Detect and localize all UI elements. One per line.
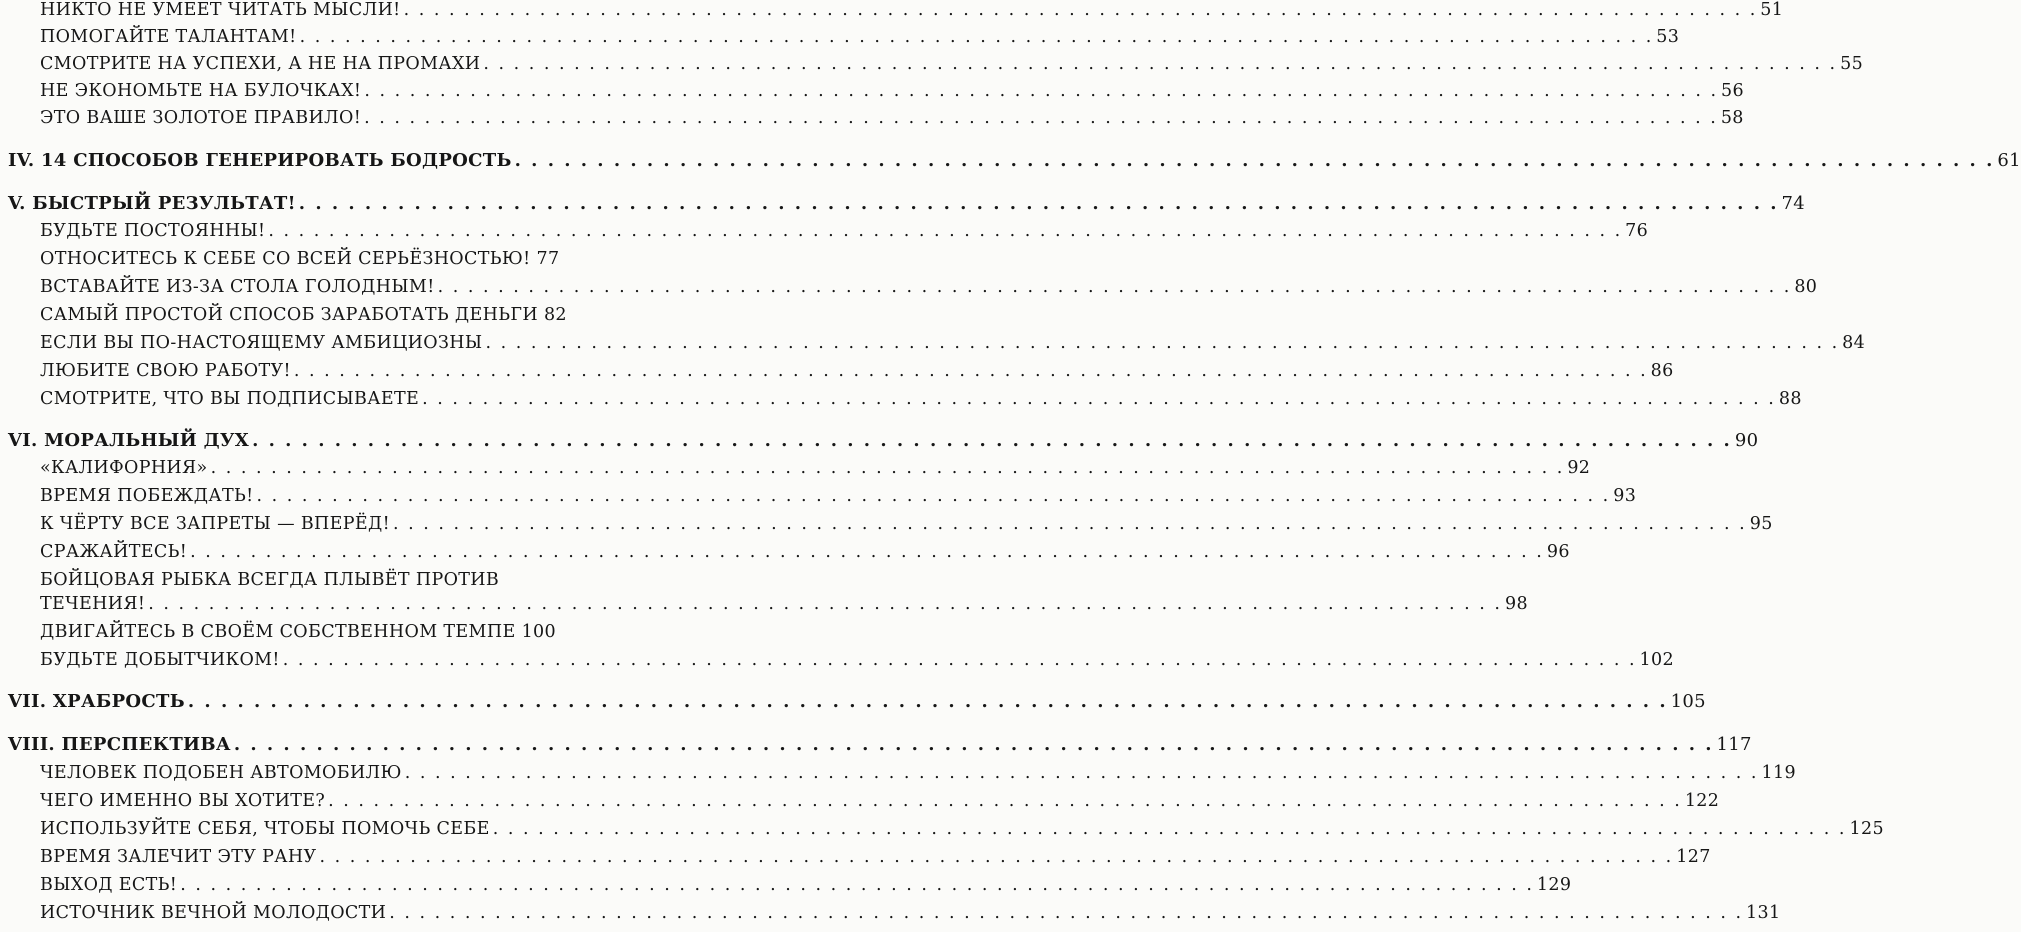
- entry-page: 82: [543, 305, 567, 325]
- entry-page: 125: [1849, 819, 1884, 839]
- entry-page: 56: [1721, 81, 1745, 101]
- chapter-page: 117: [1716, 734, 1752, 755]
- toc-entry: [0, 221, 1649, 241]
- entry-page: 88: [1778, 389, 1802, 409]
- toc-chapter: [0, 150, 2021, 171]
- entry-page: 100: [521, 622, 557, 642]
- dot-leader: [405, 763, 1759, 783]
- toc-entry: [0, 81, 1745, 101]
- toc-entry: [0, 305, 567, 325]
- entry-title: ИСПОЛЬЗУЙТЕ СЕБЯ, ЧТОБЫ ПОМОЧЬ СЕБЕ: [40, 819, 490, 839]
- toc-entry: [0, 458, 1591, 478]
- chapter-title: V. БЫСТРЫЙ РЕЗУЛЬТАТ!: [8, 193, 296, 214]
- entry-title: САМЫЙ ПРОСТОЙ СПОСОБ ЗАРАБОТАТЬ ДЕНЬГИ: [40, 305, 538, 325]
- dot-leader: [268, 221, 1622, 241]
- entry-page: 76: [1625, 221, 1649, 241]
- toc-entry: [0, 763, 1796, 783]
- entry-title: ЧЕГО ИМЕННО ВЫ ХОТИТЕ?: [40, 791, 326, 811]
- entry-page: 55: [1840, 54, 1864, 74]
- dot-leader: [300, 27, 1654, 47]
- toc-entry-first-line: [0, 570, 560, 590]
- entry-title: СМОТРИТЕ НА УСПЕХИ, А НЕ НА ПРОМАХИ: [40, 54, 481, 74]
- entry-title: ЧЕЛОВЕК ПОДОБЕН АВТОМОБИЛЮ: [40, 763, 402, 783]
- dot-leader: [180, 875, 1534, 895]
- toc-entry: [0, 847, 1711, 867]
- dot-leader: [393, 514, 1747, 534]
- toc-entry: [0, 514, 1773, 534]
- chapter-page: 90: [1734, 430, 1759, 451]
- toc-entry: [0, 54, 1864, 74]
- toc-chapter: [0, 193, 1806, 214]
- entry-title: БУДЬТЕ ПОСТОЯННЫ!: [40, 221, 266, 241]
- entry-page: 77: [536, 249, 560, 269]
- toc-entry: [0, 333, 1866, 353]
- dot-leader: [294, 361, 1648, 381]
- toc-entry: [0, 542, 1570, 562]
- entry-title: СМОТРИТЕ, ЧТО ВЫ ПОДПИСЫВАЕТЕ: [40, 389, 420, 409]
- entry-title: ИСТОЧНИК ВЕЧНОЙ МОЛОДОСТИ: [40, 903, 387, 923]
- chapter-title: VIII. ПЕРСПЕКТИВА: [8, 734, 231, 755]
- dot-leader: [188, 691, 1668, 712]
- dot-leader: [493, 819, 1847, 839]
- entry-title: НИКТО НЕ УМЕЕТ ЧИТАТЬ МЫСЛИ!: [40, 0, 401, 20]
- dot-leader: [320, 847, 1674, 867]
- toc-chapter: [0, 734, 1752, 755]
- toc-entry: [0, 389, 1802, 409]
- entry-page: 122: [1684, 791, 1720, 811]
- dot-leader: [148, 594, 1502, 614]
- entry-title-continued: ТЕЧЕНИЯ!: [40, 594, 146, 614]
- toc-entry: [0, 903, 1781, 923]
- dot-leader: [404, 0, 1758, 20]
- dot-leader: [257, 486, 1611, 506]
- dot-leader: [299, 193, 1779, 214]
- entry-title: СРАЖАЙТЕСЬ!: [40, 542, 188, 562]
- entry-page: 93: [1613, 486, 1637, 506]
- chapter-title: VII. ХРАБРОСТЬ: [8, 691, 185, 712]
- toc-entry: [0, 108, 1744, 128]
- entry-page: 102: [1639, 650, 1674, 670]
- dot-leader: [364, 81, 1718, 101]
- toc-entry: [0, 622, 560, 642]
- entry-title: К ЧЁРТУ ВСЕ ЗАПРЕТЫ — ВПЕРЁД!: [40, 514, 390, 534]
- entry-page: 58: [1720, 108, 1744, 128]
- entry-title: ЭТО ВАШЕ ЗОЛОТОЕ ПРАВИЛО!: [40, 108, 362, 128]
- chapter-page: 61: [1997, 150, 2021, 171]
- entry-title: ВСТАВАЙТЕ ИЗ-ЗА СТОЛА ГОЛОДНЫМ!: [40, 277, 435, 297]
- dot-leader: [515, 150, 1995, 171]
- entry-title: ОТНОСИТЕСЬ К СЕБЕ СО ВСЕЙ СЕРЬЁЗНОСТЬЮ!: [40, 249, 531, 269]
- toc-entry: [0, 791, 1720, 811]
- entry-page: 96: [1546, 542, 1570, 562]
- chapter-title: VI. МОРАЛЬНЫЙ ДУХ: [8, 430, 250, 451]
- dot-leader: [234, 734, 1714, 755]
- toc-entry: [0, 0, 1784, 20]
- dot-leader: [328, 791, 1682, 811]
- dot-leader: [483, 54, 1837, 74]
- entry-title: ВЫХОД ЕСТЬ!: [40, 875, 178, 895]
- chapter-page: 105: [1670, 691, 1706, 712]
- dot-leader: [283, 650, 1637, 670]
- entry-page: 92: [1567, 458, 1591, 478]
- entry-title: БОЙЦОВАЯ РЫБКА ВСЕГДА ПЛЫВЁТ ПРОТИВ: [40, 570, 500, 590]
- dot-leader: [485, 333, 1839, 353]
- entry-page: 51: [1760, 0, 1784, 20]
- entry-title: ВРЕМЯ ЗАЛЕЧИТ ЭТУ РАНУ: [40, 847, 317, 867]
- entry-title: ВРЕМЯ ПОБЕЖДАТЬ!: [40, 486, 254, 506]
- entry-title: НЕ ЭКОНОМЬТЕ НА БУЛОЧКАХ!: [40, 81, 362, 101]
- entry-title: «КАЛИФОРНИЯ»: [40, 458, 208, 478]
- toc-entry: [0, 277, 1818, 297]
- dot-leader: [211, 458, 1565, 478]
- entry-title: ДВИГАЙТЕСЬ В СВОЁМ СОБСТВЕННОМ ТЕМПЕ: [40, 622, 516, 642]
- entry-page: 98: [1504, 594, 1528, 614]
- dot-leader: [252, 430, 1732, 451]
- entry-page: 80: [1794, 277, 1818, 297]
- toc-entry: [0, 27, 1680, 47]
- toc-entry: [0, 875, 1572, 895]
- entry-page: 131: [1746, 903, 1781, 923]
- dot-leader: [389, 903, 1743, 923]
- entry-page: 95: [1749, 514, 1773, 534]
- dot-leader: [190, 542, 1544, 562]
- chapter-title: IV. 14 СПОСОБОВ ГЕНЕРИРОВАТЬ БОДРОСТЬ: [8, 150, 512, 171]
- entry-page: 86: [1650, 361, 1674, 381]
- entry-page: 129: [1536, 875, 1572, 895]
- entry-title: ЕСЛИ ВЫ ПО-НАСТОЯЩЕМУ АМБИЦИОЗНЫ: [40, 333, 483, 353]
- toc-entry: [0, 650, 1674, 670]
- entry-title: ПОМОГАЙТЕ ТАЛАНТАМ!: [40, 27, 297, 47]
- toc-entry: [0, 249, 560, 269]
- entry-title: ЛЮБИТЕ СВОЮ РАБОТУ!: [40, 361, 291, 381]
- toc-chapter: [0, 691, 1706, 712]
- entry-page: 127: [1676, 847, 1711, 867]
- dot-leader: [438, 277, 1792, 297]
- entry-title: БУДЬТЕ ДОБЫТЧИКОМ!: [40, 650, 280, 670]
- toc-entry: [0, 361, 1674, 381]
- entry-page: 119: [1761, 763, 1796, 783]
- chapter-page: 74: [1781, 193, 1806, 214]
- entry-page: 53: [1656, 27, 1680, 47]
- entry-page: 84: [1842, 333, 1866, 353]
- dot-leader: [364, 108, 1718, 128]
- dot-leader: [422, 389, 1776, 409]
- toc-entry: [0, 594, 1528, 614]
- toc-entry: [0, 819, 1884, 839]
- toc-chapter: [0, 430, 1759, 451]
- toc-entry: [0, 486, 1637, 506]
